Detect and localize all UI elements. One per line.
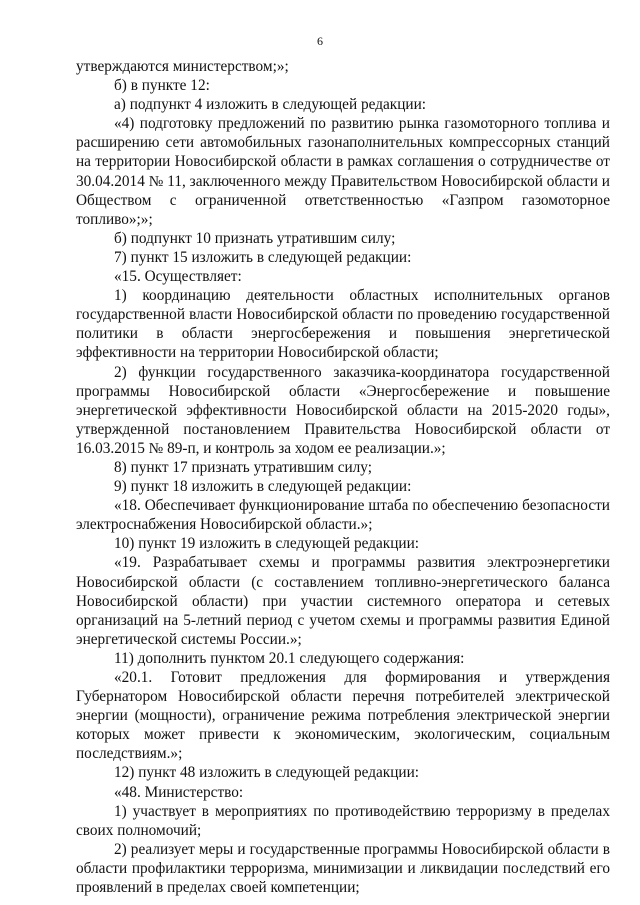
paragraph: «20.1. Готовит предложения для формирования и утверждения Губернатором Новосибирской области перечня потребителей электрической энергии (мощности), ограничение режима потребления электрической энергии которых может привести к экономическим, экологическим, социальным последствиям.»; — [76, 669, 610, 763]
paragraph: 11) дополнить пунктом 20.1 следующего содержания: — [114, 649, 465, 667]
paragraph: «48. Министерство: — [114, 783, 244, 801]
paragraph: «4) подготовку предложений по развитию рынка газомоторного топлива и расширению сети автомобильных газонаполнительных компрессорных станций на территории Новосибирской области в рамках соглашения о сотрудничестве от 30.04.2014 № 11, заключенного между Правительством Новосибирской области и Обществом с ограниченной ответственностью «Газпром газомоторное топливо»;»; — [76, 115, 610, 228]
paragraph: а) подпункт 4 изложить в следующей редакции: — [114, 96, 427, 114]
paragraph: утверждаются министерством;»; — [76, 58, 289, 75]
paragraph: 12) пункт 48 изложить в следующей редакции: — [114, 764, 420, 782]
paragraph: «19. Разрабатывает схемы и программы развития электроэнергетики Новосибирской области (с составлением топливно-энергетического баланса Новосибирской области) при участии системного оператора и сетевых организаций на 5-летний период с учетом схемы и программы развития Единой энергетической системы России.»; — [76, 554, 610, 648]
paragraph: б) подпункт 10 признать утратившим силу; — [114, 229, 396, 247]
page-number: 6 — [317, 34, 323, 48]
paragraph: «18. Обеспечивает функционирование штаба по обеспечению безопасности электроснабжения Новосибирской области.»; — [76, 497, 610, 534]
paragraph: 1) координацию деятельности областных исполнительных органов государственной власти Новосибирской области по проведению государственной политики в области энергосбережения и повышения энергетической эффективности на территории Новосибирской области; — [76, 287, 610, 362]
paragraph: 7) пункт 15 изложить в следующей редакции: — [114, 248, 412, 266]
document-body — [76, 57, 610, 897]
paragraph: б) в пункте 12: — [114, 77, 210, 95]
paragraph: 8) пункт 17 признать утратившим силу; — [114, 458, 373, 476]
paragraph: 10) пункт 19 изложить в следующей редакции: — [114, 535, 420, 553]
paragraph: 1) участвует в мероприятиях по противодействию терроризму в пределах своих полномочий; — [76, 802, 610, 839]
paragraph: 2) реализует меры и государственные программы Новосибирской области в области профилактики терроризма, минимизации и ликвидации последствий его проявлений в пределах своей компетенции; — [76, 840, 610, 897]
paragraph: 9) пункт 18 изложить в следующей редакции: — [114, 478, 412, 496]
paragraph: «15. Осуществляет: — [114, 268, 242, 286]
paragraph: 2) функции государственного заказчика-координатора государственной программы Новосибирской области «Энергосбережение и повышение энергетической эффективности Новосибирской области на 2015-2020 годы», утвержденной постановлением Правительства Новосибирской области от 16.03.2015 № 89-п, и контроль за ходом ее реализации.»; — [76, 363, 610, 457]
